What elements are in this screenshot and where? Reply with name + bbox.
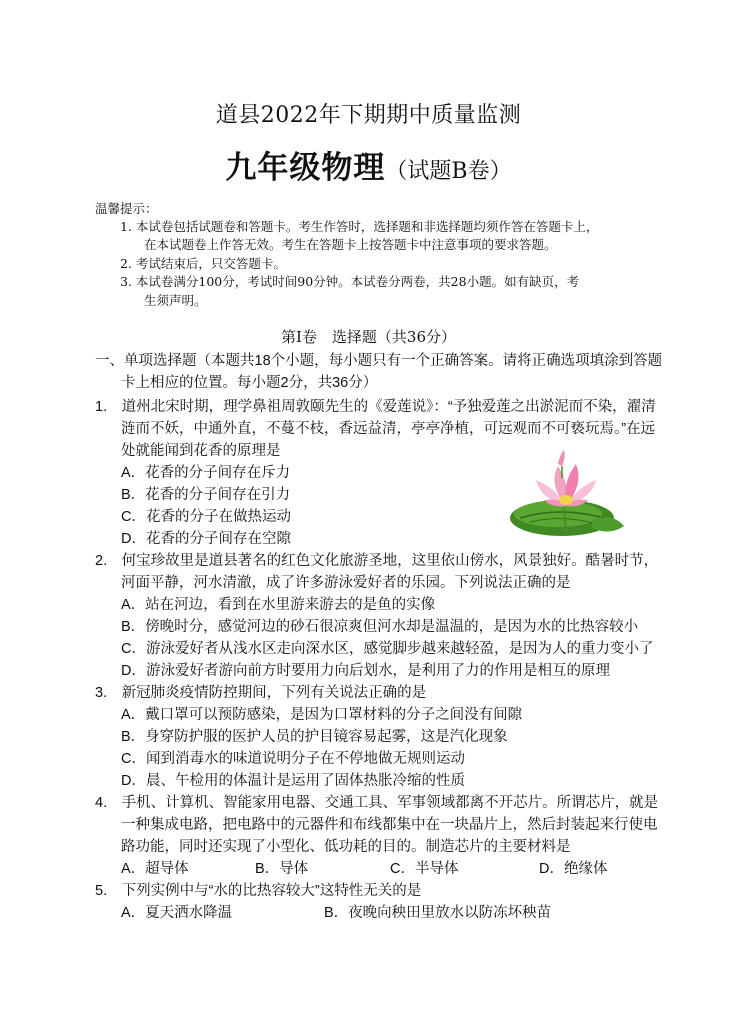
q5-option-a: A．夏天洒水降温 xyxy=(121,905,233,921)
subject-title-main: 九年级物理 xyxy=(225,150,386,186)
q3-option-d: D．晨、午检用的体温计是运用了固体热胀冷缩的性质 xyxy=(121,773,465,789)
q1-option-b: B．花香的分子间存在引力 xyxy=(121,487,291,503)
tips-heading: 温馨提示： xyxy=(95,201,158,216)
q4-option-d: D．绝缘体 xyxy=(539,861,608,877)
q5-option-b: B．夜晚向秧田里放水以防冻坏秧苗 xyxy=(324,905,552,921)
tip-1-line-1: 1. 本试卷包括试题卷和答题卡。考生作答时，选择题和非选择题均须作答在答题卡上， xyxy=(120,219,599,234)
q1-option-c: C．花香的分子在做热运动 xyxy=(121,509,291,525)
q1-option-d: D．花香的分子间存在空隙 xyxy=(121,531,291,547)
q3-option-c: C．闻到消毒水的味道说明分子在不停地做无规则运动 xyxy=(121,751,465,767)
q1-option-a: A．花香的分子间存在斥力 xyxy=(121,465,291,481)
tip-3-line-1: 3. 本试卷满分100分，考试时间90分钟。本试卷分两卷，共28小题。如有缺页，考 xyxy=(120,274,580,289)
exam-title: 道县2022年下期期中质量监测 xyxy=(215,103,522,128)
tip-3-line-2: 生须声明。 xyxy=(144,293,207,308)
q4-stem-line-1: 4. 手机、计算机、智能家用电器、交通工具、军事领域都离不开芯片。所谓芯片，就是 xyxy=(95,795,659,811)
lotus-illustration xyxy=(500,448,628,544)
section-intro-line-1: 一、单项选择题（本题共18个小题，每小题只有一个正确答案。请将正确选项填涂到答题 xyxy=(95,353,663,369)
q1-stem-line-2: 涟而不妖，中通外直，不蔓不枝，香远益清，亭亭净植，可远观而不可亵玩焉。”在远 xyxy=(121,421,656,437)
q1-stem-line-3: 处就能闻到花香的原理是 xyxy=(121,443,281,459)
q3-option-a: A．戴口罩可以预防感染，是因为口罩材料的分子之间没有间隙 xyxy=(121,707,523,723)
tip-1-line-2: 在本试题卷上作答无效。考生在答题卡上按答题卡中注意事项的要求答题。 xyxy=(144,237,557,252)
q2-stem-line-1: 2. 何宝珍故里是道县著名的红色文化旅游圣地，这里依山傍水，风景独好。酷暑时节， xyxy=(95,553,659,569)
section-intro-line-2: 卡上相应的位置。每小题2分，共36分） xyxy=(121,375,378,391)
q5-stem-line-1: 5. 下列实例中与“水的比热容较大”这特性无关的是 xyxy=(95,883,422,899)
q3-option-b: B．身穿防护服的医护人员的护目镜容易起雾，这是汽化现象 xyxy=(121,729,508,745)
tip-2: 2. 考试结束后，只交答题卡。 xyxy=(120,256,286,271)
section-title: 第Ⅰ卷 选择题（共36分） xyxy=(280,328,456,346)
q4-option-c: C．半导体 xyxy=(390,861,459,877)
q4-stem-line-2: 一种集成电路，把电路中的元器件和布线都集中在一块晶片上，然后封装起来行使电 xyxy=(121,817,658,833)
q2-option-c: C．游泳爱好者从浅水区走向深水区，感觉脚步越来越轻盈，是因为人的重力变小了 xyxy=(121,641,654,657)
q1-stem-line-1: 1. 道州北宋时期，理学鼻祖周敦颐先生的《爱莲说》：“予独爱莲之出淤泥而不染，濯清 xyxy=(95,399,656,415)
q2-stem-line-2: 河面平静，河水清澈，成了许多游泳爱好者的乐园。下列说法正确的是 xyxy=(121,575,571,591)
subject-title xyxy=(0,142,737,187)
q3-stem-line-1: 3. 新冠肺炎疫情防控期间，下列有关说法正确的是 xyxy=(95,685,427,701)
q4-option-a: A．超导体 xyxy=(121,861,189,877)
q2-option-d: D．游泳爱好者游向前方时要用力向后划水，是利用了力的作用是相互的原理 xyxy=(121,663,610,679)
q4-option-b: B．导体 xyxy=(255,861,309,877)
q2-option-b: B．傍晚时分，感觉河边的砂石很凉爽但河水却是温温的，是因为水的比热容较小 xyxy=(121,619,639,635)
q4-stem-line-3: 路功能，同时还实现了小型化、低功耗的目的。制造芯片的主要材料是 xyxy=(121,839,571,855)
q2-option-a: A．站在河边，看到在水里游来游去的是鱼的实像 xyxy=(121,597,436,613)
subject-title-sub: （试题B卷） xyxy=(385,159,512,184)
